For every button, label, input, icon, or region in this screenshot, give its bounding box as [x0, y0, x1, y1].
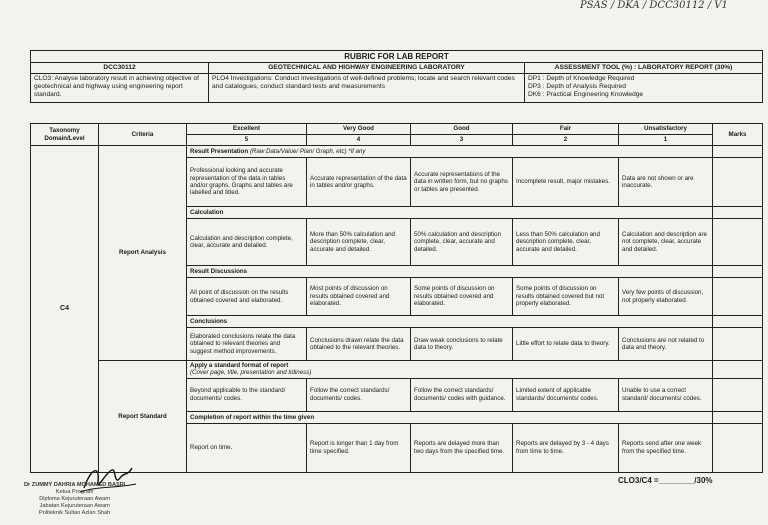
result-fair: Incomplete result, major mistakes. — [513, 158, 619, 207]
signoff-line: Diploma Kejuruteraan Awam — [39, 496, 111, 502]
marks-cell[interactable] — [713, 219, 763, 266]
concl-excellent: Elaborated conclusions relate the data obtained to relevant theories and suggest method improvements. — [187, 328, 307, 361]
plo-statement: PLO4 Investigations: Conduct investigations of well-defined problems; locate and search relevant codes and catalogues, conduct standard tests and measurements — [209, 74, 525, 103]
calc-very-good: More than 50% calculation and description complete, clear, accurate and detailed. — [307, 219, 411, 266]
score-2: 2 — [513, 135, 619, 146]
concl-fair: Little effort to relate data to theory. — [513, 328, 619, 361]
marks-cell[interactable] — [713, 146, 763, 158]
assessment-tool: ASSESSMENT TOOL (%) : LABORATORY REPORT (30%) — [525, 63, 763, 74]
calc-fair: Less than 50% calculation and description complete, clear, accurate and detailed. — [513, 219, 619, 266]
rubric-title: RUBRIC FOR LAB REPORT — [31, 51, 763, 63]
marks-cell[interactable] — [713, 378, 763, 411]
disc-good: Some points of discussion on results obtained covered and elaborated. — [411, 278, 513, 316]
time-very-good: Report is longer than 1 day from time specified. — [307, 423, 411, 472]
result-good: Accurate representations of the data in written form, but no graphs or tables are presented. — [411, 158, 513, 207]
taxonomy-header: Taxonomy Domain/Level — [31, 124, 99, 146]
calc-excellent: Calculation and description complete, clear, accurate and detailed. — [187, 219, 307, 266]
signoff-line: Politeknik Sultan Azlan Shah — [39, 510, 111, 516]
dp-list — [525, 74, 763, 103]
domain-level: C4 — [31, 146, 99, 473]
dp-item: DP1 : Depth of Knowledge Required — [528, 75, 635, 82]
section-result-presentation: Result Presentation (Raw Data/Value/ Plan/ Graph, etc) *if any — [187, 146, 713, 158]
course-name: GEOTECHNICAL AND HIGHWAY ENGINEERING LABORATORY — [209, 63, 525, 74]
time-unsatisfactory: Reports send after one week from the specified time. — [619, 423, 713, 472]
signoff-line: Ketua Program — [55, 489, 94, 495]
result-very-good: Accurate representation of the data in tables and/or graphs. — [307, 158, 411, 207]
level-fair: Fair — [513, 124, 619, 135]
marks-cell[interactable] — [713, 361, 763, 379]
criteria-report-analysis: Report Analysis — [99, 146, 187, 361]
level-unsatisfactory: Unsatisfactory — [619, 124, 713, 135]
concl-unsatisfactory: Conclusions are not related to data and theory. — [619, 328, 713, 361]
concl-good: Draw weak conclusions to relate data to theory. — [411, 328, 513, 361]
signoff-line: Jabatan Kejuruteraan Awam — [39, 503, 110, 509]
dp-item: DK6 : Practical Engineering Knowledge — [528, 91, 644, 98]
rubric-header-table — [30, 50, 763, 103]
time-good: Reports are delayed more than two days from the specified time. — [411, 423, 513, 472]
clo-statement: CLO3: Analyse laboratory result in achieving objective of geotechnical and highway using engineering report standard. — [31, 74, 209, 103]
time-fair: Reports are delayed by 3 - 4 days from time to time. — [513, 423, 619, 472]
result-unsatisfactory: Data are not shown or are inaccurate. — [619, 158, 713, 207]
result-excellent: Professional looking and accurate representation of the data in tables and/or graphs. Graphs and tables are labelled and titled. — [187, 158, 307, 207]
score-4: 4 — [307, 135, 411, 146]
rubric-table — [30, 123, 763, 473]
calc-good: 50% calculation and description complete, clear, accurate and detailed. — [411, 219, 513, 266]
marks-cell[interactable] — [713, 278, 763, 316]
level-excellent: Excellent — [187, 124, 307, 135]
marks-cell[interactable] — [713, 328, 763, 361]
section-conclusions: Conclusions — [187, 316, 713, 328]
disc-very-good: Most points of discussion on results obtained covered and elaborated. — [307, 278, 411, 316]
format-fair: Limited extent of applicable standards/ documents/ codes. — [513, 378, 619, 411]
concl-very-good: Conclusions drawn relate the data obtained to the relevant theories. — [307, 328, 411, 361]
document-code: PSAS / DKA / DCC30112 / V1 — [580, 0, 728, 11]
marks-cell[interactable] — [713, 207, 763, 219]
section-result-discussions: Result Discussions — [187, 266, 713, 278]
signoff-name: Dr ZUMMY DAHRIA MOHAMED BASRI — [24, 482, 126, 488]
format-excellent: Beyond applicable to the standard/ documents/ codes. — [187, 378, 307, 411]
disc-unsatisfactory: Very few points of discussion, not properly elaborated. — [619, 278, 713, 316]
level-good: Good — [411, 124, 513, 135]
format-unsatisfactory: Unable to use a correct standard/ documents/ codes. — [619, 378, 713, 411]
format-very-good: Follow the correct standards/ documents/ codes. — [307, 378, 411, 411]
score-5: 5 — [187, 135, 307, 146]
level-very-good: Very Good — [307, 124, 411, 135]
signoff-block — [24, 482, 125, 517]
section-standard-format: Apply a standard format of report (Cover page, title, presentation and tidiness) — [187, 361, 713, 379]
dp-item: DP3 : Depth of Analysis Required — [528, 83, 626, 90]
calc-unsatisfactory: Calculation and description are not complete, clear, accurate and detailed. — [619, 219, 713, 266]
format-good: Follow the correct standards/ documents/ codes with guidance. — [411, 378, 513, 411]
section-completion-time: Completion of report within the time given — [187, 411, 713, 423]
score-1: 1 — [619, 135, 713, 146]
marks-cell[interactable] — [713, 411, 763, 423]
final-score: CLO3/C4 =________/30% — [618, 476, 713, 485]
criteria-header: Criteria — [99, 124, 187, 146]
marks-header: Marks — [713, 124, 763, 146]
time-excellent: Report on time. — [187, 423, 307, 472]
marks-cell[interactable] — [713, 316, 763, 328]
score-3: 3 — [411, 135, 513, 146]
marks-cell[interactable] — [713, 158, 763, 207]
disc-excellent: All point of discussion on the results obtained covered and elaborated. — [187, 278, 307, 316]
criteria-report-standard: Report Standard — [99, 361, 187, 473]
disc-fair: Some points of discussion on results obtained covered but not properly elaborated. — [513, 278, 619, 316]
marks-cell[interactable] — [713, 266, 763, 278]
marks-cell[interactable] — [713, 423, 763, 472]
course-code: DCC30112 — [31, 63, 209, 74]
section-calculation: Calculation — [187, 207, 713, 219]
